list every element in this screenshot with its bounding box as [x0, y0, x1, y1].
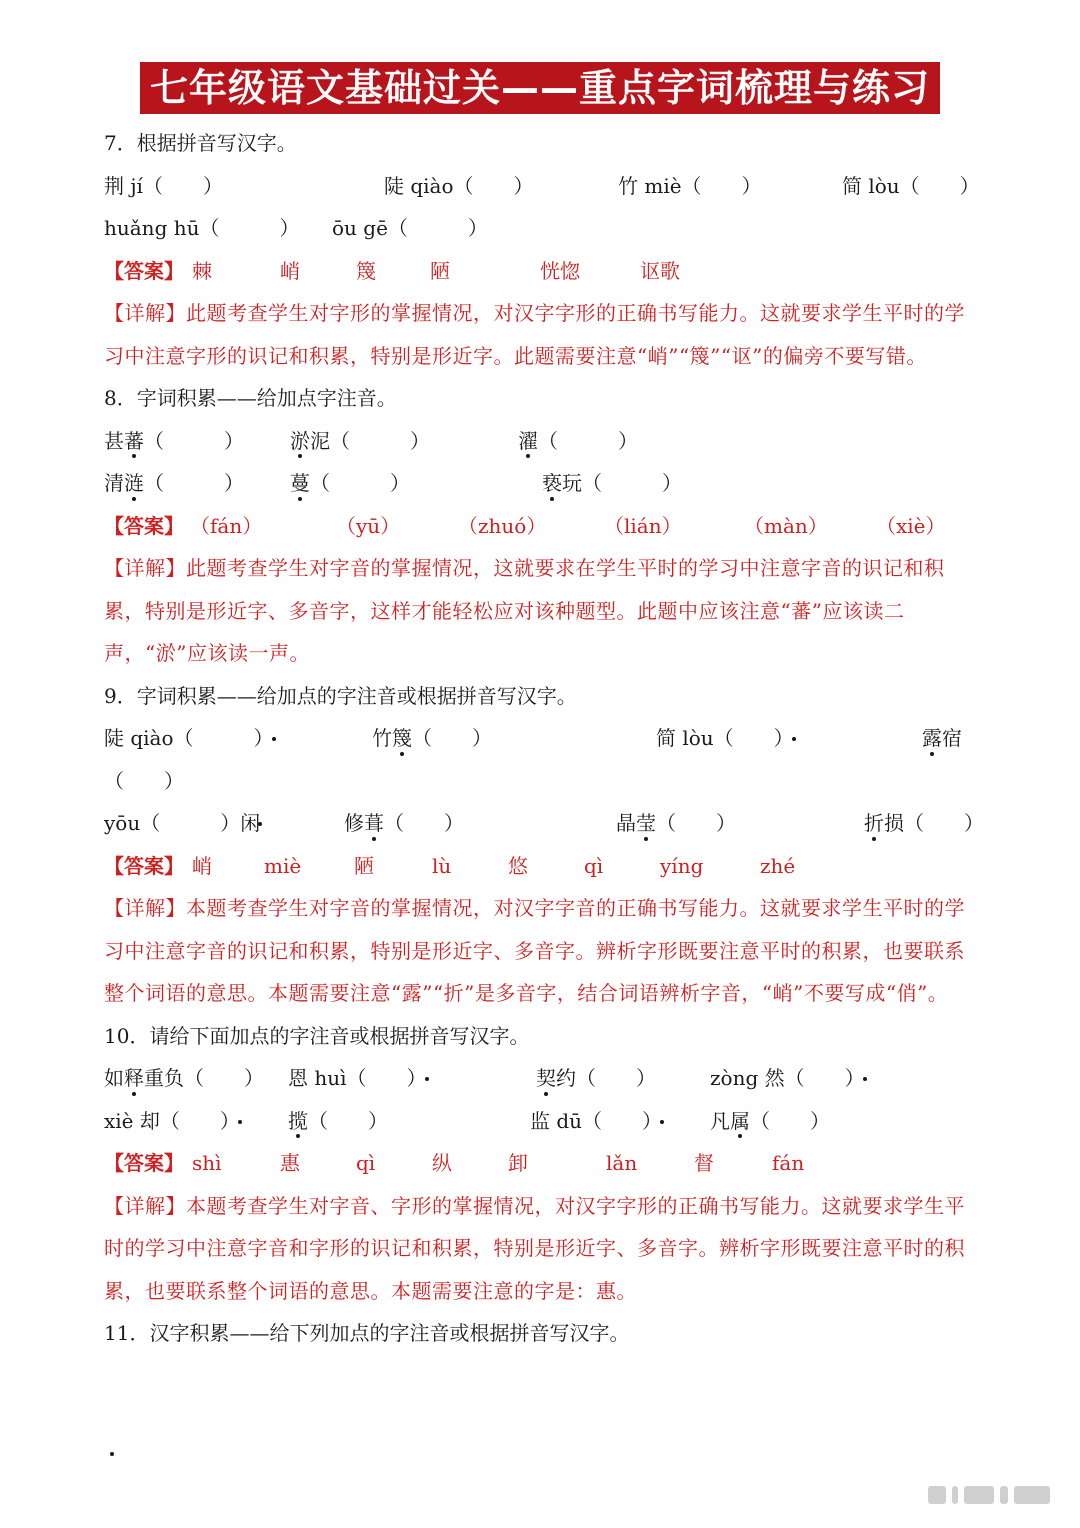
q7-row2: [104, 207, 984, 250]
q8-row2: [104, 462, 984, 505]
q10-row2: [104, 1100, 984, 1143]
answer-value: 棘: [192, 258, 212, 283]
q11-stem: 11．汉字积累——给下列加点的字注音或根据拼音写汉字。: [104, 1321, 630, 1345]
q8-item: 亵玩（ ）: [542, 462, 682, 505]
q10-item: 恩 huì（ ）: [288, 1066, 427, 1090]
q8-item: 蔓（ ）: [290, 462, 410, 505]
answer-value: 篾: [356, 258, 376, 283]
answer-value: fán: [772, 1151, 805, 1175]
answer-value: 讴歌: [640, 258, 680, 283]
q7-item: ōu gē（ ）: [332, 216, 488, 240]
q10-answer: [104, 1142, 984, 1185]
answer-value: 峭: [192, 853, 212, 878]
answer-value: 陋: [354, 853, 374, 878]
q8-item: 濯（ ）: [518, 420, 638, 463]
q9-stem: 9．字词积累——给加点的字注音或根据拼音写汉字。: [104, 683, 577, 708]
q8-stem: 8．字词积累——给加点字注音。: [104, 386, 397, 410]
answer-tag: 【答案】: [104, 853, 184, 878]
q7-row1: [104, 165, 984, 208]
q10-item: 凡属（ ）: [710, 1100, 830, 1143]
q7-item: 竹 miè（ ）: [618, 173, 762, 198]
q10-item: 揽（ ）: [288, 1100, 388, 1143]
answer-value: 峭: [280, 258, 300, 283]
answer-tag: 【答案】: [104, 258, 184, 283]
answer-value: （zhuó）: [458, 513, 547, 538]
q8-row1: [104, 420, 984, 463]
answer-value: 陋: [430, 258, 450, 283]
q9-item: 露宿: [922, 717, 962, 760]
q9-item: 修葺（ ）: [344, 802, 464, 845]
answer-value: （yū）: [336, 513, 401, 538]
answer-value: 纵: [432, 1151, 452, 1175]
answer-value: （xiè）: [876, 513, 946, 538]
answer-tag: 【答案】: [104, 513, 184, 538]
q9-row2: [104, 802, 984, 845]
answer-value: qì: [584, 853, 604, 878]
q8-item: 甚蕃（ ）: [104, 420, 244, 463]
answer-value: （màn）: [744, 513, 828, 538]
q9-item: 陡 qiào（ ）: [104, 726, 274, 750]
q8-detail: 【详解】此题考查学生对字音的掌握情况，这就要求在学生平时的学习中注意字音的识记和积累，特别是形近字、多音字，这样才能轻松应对该种题型。此题中应该注意“蕃”应该读二声，“淤”应该读一声。: [104, 556, 945, 665]
q7-item: 陡 qiào（ ）: [384, 173, 534, 198]
q9-item: 折损（ ）: [864, 802, 984, 845]
answer-value: 惠: [280, 1151, 300, 1175]
q9-row1: [104, 717, 984, 760]
q10-item: 监 dū（ ）: [530, 1108, 663, 1133]
q9-answer: [104, 845, 984, 888]
q10-item: xiè 却（ ）: [104, 1108, 240, 1133]
q7-stem: 7．根据拼音写汉字。: [104, 131, 297, 155]
q9-row1b: （ ）: [104, 768, 184, 793]
answer-value: 督: [694, 1151, 714, 1175]
watermark-logo-icon: [928, 1482, 1058, 1508]
q7-item: 简 lòu（ ）: [842, 173, 980, 198]
answer-value: miè: [264, 853, 302, 878]
q8-item: 清涟（ ）: [104, 462, 244, 505]
answer-value: zhé: [760, 853, 796, 878]
answer-tag: 【答案】: [104, 1151, 184, 1175]
q10-item: 契约（ ）: [536, 1057, 656, 1100]
q10-detail: 【详解】本题考查学生对字音、字形的掌握情况，对汉字字形的正确书写能力。这就要求学生平时的学习中注意字音和字形的识记和积累，特别是形近字、多音字。辨析字形既要注意平时的积累，也要联系整个词语的意思。本题需要注意的字是：惠。: [104, 1193, 965, 1303]
q10-item: zòng 然（ ）: [710, 1066, 865, 1090]
q10-stem: 10．请给下面加点的字注音或根据拼音写汉字。: [104, 1023, 530, 1048]
q8-item: 淤泥（ ）: [290, 420, 430, 463]
answer-value: 卸: [508, 1151, 528, 1175]
stray-dot: [110, 1452, 114, 1456]
answer-value: lǎn: [606, 1151, 638, 1175]
q8-answer: [104, 505, 984, 548]
q7-item: 荆 jí（ ）: [104, 173, 223, 198]
answer-value: lù: [432, 853, 452, 878]
page-title: 七年级语文基础过关——重点字词梳理与练习: [140, 62, 940, 114]
q10-row1: [104, 1057, 984, 1100]
q7-item: huǎng hū（ ）: [104, 216, 300, 240]
q9-item: yōu（ ）闲: [104, 811, 261, 835]
answer-value: （lián）: [604, 513, 682, 538]
q7-answer: [104, 250, 984, 293]
answer-value: shì: [192, 1151, 222, 1175]
answer-value: （fán）: [190, 513, 263, 538]
answer-value: 恍惚: [540, 258, 580, 283]
q9-item: 简 lòu（ ）: [656, 726, 794, 750]
exercise-content: [104, 122, 984, 1355]
q9-item: 竹篾（ ）: [372, 717, 492, 760]
q10-item: 如释重负（ ）: [104, 1057, 264, 1100]
q9-detail: 【详解】本题考查学生对字音的掌握情况，对汉字字音的正确书写能力。这就要求学生平时的学习中注意字音的识记和积累，特别是形近字、多音字。辨析字形既要注意平时的积累，也要联系整个词语的意思。本题需要注意“露”“折”是多音字，结合词语辨析字音，“峭”不要写成“俏”。: [104, 896, 965, 1005]
q7-detail: 【详解】此题考查学生对字形的掌握情况，对汉字字形的正确书写能力。这就要求学生平时的学习中注意字形的识记和积累，特别是形近字。此题需要注意“峭”“篾”“讴”的偏旁不要写错。: [104, 301, 965, 368]
q9-item: 晶莹（ ）: [616, 802, 736, 845]
answer-value: qì: [356, 1151, 376, 1175]
answer-value: yíng: [660, 853, 704, 878]
answer-value: 悠: [508, 853, 528, 878]
